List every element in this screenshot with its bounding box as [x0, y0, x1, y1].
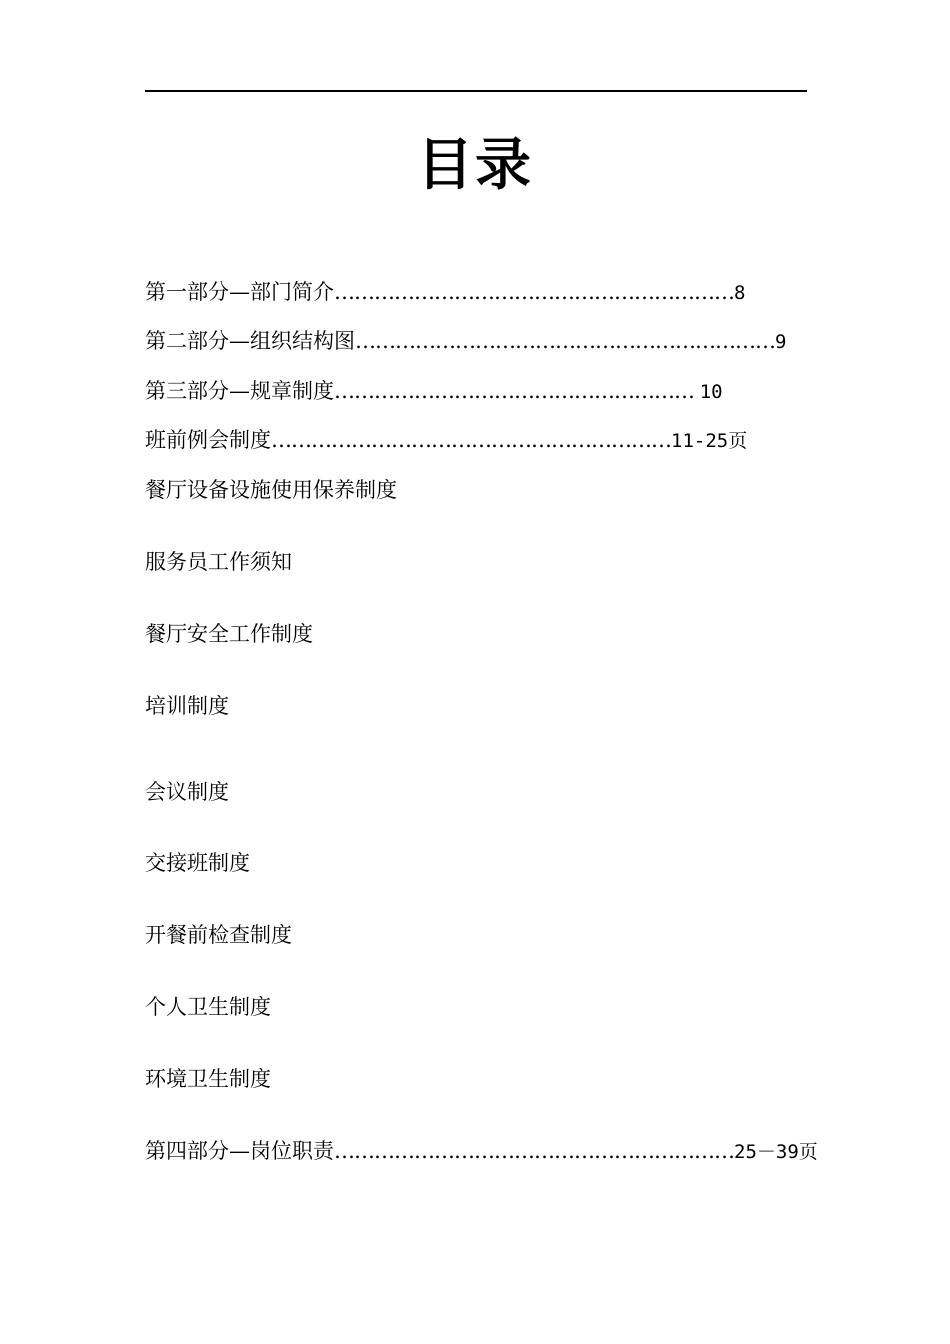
toc-entry-label: 第一部分—部门简介 — [145, 280, 334, 304]
toc-entry-label: 第二部分—组织结构图 — [145, 329, 355, 353]
toc-entry-leader: ……………………………………………… — [334, 379, 700, 403]
toc-entry-page: 9 — [775, 331, 787, 353]
toc-entry-page: 11-25页 — [671, 430, 748, 452]
toc-entry — [145, 327, 786, 356]
toc-entry-label: 餐厅设备设施使用保养制度 — [145, 478, 397, 502]
toc-entry-label: 会议制度 — [145, 780, 229, 804]
toc-entry-label: 交接班制度 — [145, 851, 250, 875]
toc-entry-page: 25－39页 — [734, 1141, 818, 1163]
toc-entry — [145, 993, 271, 1021]
toc-entry-label: 服务员工作须知 — [145, 550, 292, 574]
toc-entry — [145, 921, 292, 949]
toc-entry — [145, 778, 229, 806]
toc-entry-label: 环境卫生制度 — [145, 1067, 271, 1091]
toc-entry — [145, 426, 747, 455]
toc-entry-label: 班前例会制度 — [145, 428, 271, 452]
toc-entry-leader: …………………………………………………… — [271, 428, 671, 452]
header-rule — [145, 90, 807, 92]
toc-entry — [145, 278, 745, 307]
toc-entry — [145, 476, 397, 504]
toc-entry-label: 第三部分—规章制度 — [145, 379, 334, 403]
toc-entry-leader: …………………………………………………… — [334, 1139, 734, 1163]
toc-entry — [145, 692, 229, 720]
toc-entry — [145, 548, 292, 576]
toc-entry-page: 8 — [734, 282, 746, 304]
toc-entry — [145, 849, 250, 877]
toc-entry-page: 10 — [699, 381, 723, 403]
toc-entry — [145, 1137, 818, 1166]
toc-entry — [145, 1065, 271, 1093]
toc-entry — [145, 620, 313, 648]
toc-entry-label: 培训制度 — [145, 694, 229, 718]
toc-entry — [145, 377, 723, 406]
page-title: 目录 — [417, 133, 533, 198]
toc-entry-label: 餐厅安全工作制度 — [145, 622, 313, 646]
toc-entry-label: 个人卫生制度 — [145, 995, 271, 1019]
toc-entry-label: 第四部分—岗位职责 — [145, 1139, 334, 1163]
toc-entry-leader: ……………………………………………………… — [355, 329, 775, 353]
toc-entry-label: 开餐前检查制度 — [145, 923, 292, 947]
toc-entry-leader: …………………………………………………… — [334, 280, 734, 304]
